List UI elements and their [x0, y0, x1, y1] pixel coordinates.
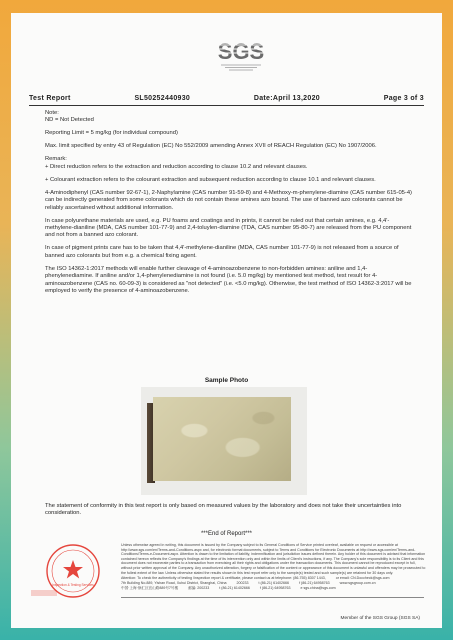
report-date: Date:April 13,2020 — [253, 95, 320, 102]
footer-divider — [121, 597, 424, 598]
address-cn: 中国·上海·徐汇区宜山路889号7号楼 — [121, 585, 179, 590]
reporting-limit: Reporting Limit = 5 mg/kg (for individual compound) — [45, 130, 178, 137]
sgs-logo — [211, 36, 271, 72]
postcode-cn: 邮编: 200233 — [188, 585, 210, 590]
page-number: Page 3 of 3 — [383, 95, 424, 102]
note-nd: ND = Not Detected — [45, 117, 94, 124]
conformity-statement: The statement of conformity in this test report is only based on measured values by the laboratory and does not take their uncertainties into consideration. — [45, 503, 402, 517]
phone-cn: t (86-21) 61402666 — [219, 585, 250, 590]
attention-text: Attention: To check the authenticity of testing /inspection report & certificate, please contact us at telephone: (86-755) 8307 1443, — [121, 576, 326, 580]
fax-cn: f (86-21) 64958763 — [259, 585, 291, 590]
para-polyurethane: In case polyurethane materials are used, e.g. PU foams and coatings and in prints, it cannot be ruled out that certain amines, e.g. 4,4'-methylene-dianiline (MDA, CAS number 101-77-9) and 2,4-toluylen-diamine (TDA, CAS number 95-80-7) are released from the PU component and not from a banned azo colorant. — [45, 217, 412, 239]
para-aminodiphenyl: 4-Aminodiphenyl (CAS number 92-67-1), 2-Naphylamine (CAS number 91-59-8) and 4-Methoxy-m-phenylene-diamine (CAS number 615-05-4) can be indirectly generated from some colorants which do not contain these amines azo bound. The use of banned azo colorants cannot be reliably ascertained without additional information. — [45, 189, 412, 211]
email-link[interactable]: e sgs.china@sgs.com — [300, 585, 336, 590]
note-label: Note: — [45, 110, 59, 116]
report-number: SL50252440930 — [134, 95, 191, 102]
remark-direct: + Direct reduction refers to the extraction and reduction according to clause 10.2 and relevant clauses. — [45, 163, 308, 170]
inspection-seal — [29, 540, 117, 602]
member-text: Member of the SGS Group (SGS SA) — [340, 616, 420, 621]
svg-text:Inspection & Testing Services: Inspection & Testing Services — [52, 583, 94, 587]
sample-photo-title: Sample Photo — [204, 377, 249, 384]
disclaimer: Unless otherwise agreed in writing, this document is issued by the Company subject to its General Conditions of Service printed overleaf, available on request or accessible at http://www.sgs.com/en/Terms-and-Conditions.aspx and, for electronic format documents, subject to Terms and Conditions for Electronic Documents at http://www.sgs.com/en/Terms-and-Conditions/Terms-e-Document.aspx. Attention is drawn to the limitation of liability, indemnification and jurisdiction issues defined therein. Any holder of this document is advised that information contained hereon reflects the Company's findings at the time of its intervention only and within the limits of Client's instructions, if any. The Company's sole responsibility is to its Client and this document does not exonerate parties to a transaction from exercising all their rights and obligations under the transaction documents. This document cannot be reproduced except in full, without prior written approval of the Company. Any unauthorized alteration, forgery or falsification of the content or appearance of this document is unlawful and offenders may be prosecuted to the fullest extent of the law. Unless otherwise stated the results shown in this test report refer only to the sample(s) tested and such sample(s) are retained for 30 days only. — [121, 543, 426, 575]
website-link[interactable]: www.sgsgroup.com.cn — [339, 580, 376, 585]
address-en: 7th Building No.889, Yishan Road, Xuhui District, Shanghai, China — [121, 580, 227, 585]
fabric-sample — [153, 397, 291, 481]
phone-en: t (86-21) 61402666 — [258, 580, 290, 585]
report-body — [45, 110, 415, 301]
doccheck-email[interactable]: or email: CN.Doccheck@sgs.com — [335, 576, 390, 580]
max-limit: Max. limit specified by entry 43 of Regulation (EC) No 552/2009 amending Annex XVII of REACH Regulation (EC) No 1907/2006. — [45, 143, 377, 150]
sample-photo — [141, 387, 307, 495]
postcode-en: 200233 — [236, 580, 249, 585]
remark-label: Remark: — [45, 156, 67, 163]
svg-text:SGS: SGS — [217, 39, 265, 64]
contact-block — [121, 576, 426, 590]
remark-colourant: + Colourant extraction refers to the colourant extraction and subsequent reduction according to clause 10.1 and relevant clauses. — [45, 176, 376, 183]
header-divider — [29, 105, 424, 106]
report-header — [29, 95, 424, 102]
end-of-report: ***End of Report*** — [200, 531, 253, 537]
para-pigment: In case of pigment prints care has to be taken that 4,4'-methylene-dianiline (MDA, CAS number 101-77-9) is not released from a source of banned azo colorants but from e.g. a chemical fixing agent. — [45, 245, 399, 259]
report-title: Test Report — [29, 95, 71, 102]
report-page — [11, 13, 442, 628]
contact-row-chinese — [121, 586, 426, 591]
para-iso: The ISO 14362-1:2017 methods will enable further cleavage of 4-aminoazobenzene to non-forbidden amines: aniline and 1,4-phenylenediamine. If aniline and/or 1,4-phenylenediamine is not found (i.e. 5.0 mg/kg) by mentioned test method, test result for 4-aminoazobenzene (CAS no. 60-09-3) is considered as "not detected" (i.e. <5.0 mg/kg). Otherwise, the test method of ISO 14362-3:2017 will be employed to verify the presence of 4-aminoazobenzene. — [45, 265, 412, 295]
fax-en: f (86-21) 64958763 — [299, 580, 330, 585]
